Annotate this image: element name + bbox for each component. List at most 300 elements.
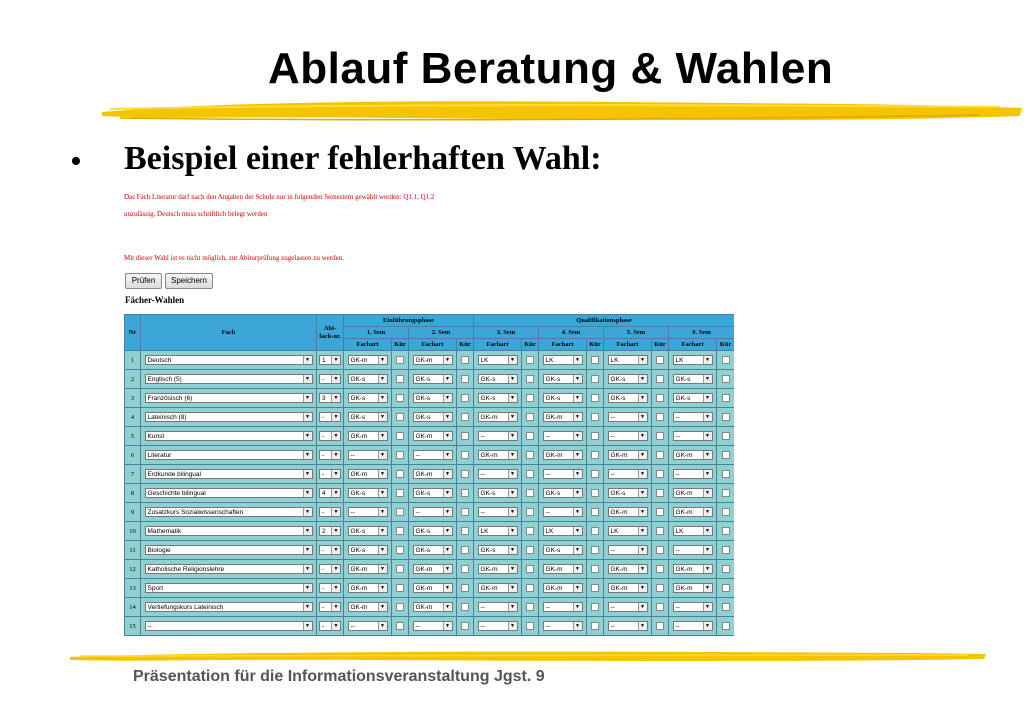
kuer-checkbox[interactable]	[591, 375, 599, 383]
subject-select-value: Katholische Religionslehre	[147, 566, 225, 573]
kuer-checkbox[interactable]	[656, 489, 664, 497]
fachart-select[interactable]	[478, 412, 518, 422]
fachart-select[interactable]	[543, 450, 583, 460]
kuer-checkbox[interactable]	[461, 603, 469, 611]
abifach-select-value: -	[322, 547, 325, 554]
abifach-select[interactable]	[319, 545, 341, 555]
abifach-select[interactable]	[319, 374, 341, 384]
kuer-checkbox[interactable]	[656, 508, 664, 516]
fachart-select[interactable]	[608, 564, 648, 574]
kuer-checkbox[interactable]	[396, 394, 404, 402]
fachart-select[interactable]	[478, 583, 518, 593]
abifach-select[interactable]	[319, 393, 341, 403]
abifach-cell	[317, 408, 344, 427]
fachart-select[interactable]	[348, 507, 388, 517]
kuer-checkbox[interactable]	[396, 584, 404, 592]
fachart-select[interactable]	[673, 488, 713, 498]
fachart-select-value: GK-s	[350, 547, 366, 554]
subject-select[interactable]	[145, 507, 313, 517]
subject-select[interactable]	[145, 564, 313, 574]
kuer-checkbox[interactable]	[526, 489, 534, 497]
fachart-select-value: --	[610, 604, 615, 611]
table-row	[125, 408, 735, 427]
fachart-cell	[604, 484, 652, 503]
fachart-select[interactable]	[478, 545, 518, 555]
header-fach: Fach	[141, 315, 317, 351]
kuer-cell	[652, 465, 669, 484]
chevron-down-icon: ▼	[703, 622, 712, 630]
fachart-select-value: --	[675, 547, 680, 554]
abifach-select[interactable]	[319, 526, 341, 536]
kuer-checkbox[interactable]	[722, 470, 730, 478]
chevron-down-icon: ▼	[443, 489, 452, 497]
fachart-select[interactable]	[413, 621, 453, 631]
fachart-cell	[474, 522, 522, 541]
kuer-checkbox[interactable]	[722, 489, 730, 497]
kuer-checkbox[interactable]	[396, 546, 404, 554]
fachart-select[interactable]	[348, 488, 388, 498]
kuer-checkbox[interactable]	[396, 527, 404, 535]
subject-select[interactable]	[145, 526, 313, 536]
kuer-checkbox[interactable]	[526, 356, 534, 364]
fachart-select[interactable]	[543, 393, 583, 403]
fachart-select[interactable]	[608, 507, 648, 517]
fachart-select[interactable]	[413, 583, 453, 593]
fachart-select[interactable]	[348, 393, 388, 403]
kuer-checkbox[interactable]	[396, 603, 404, 611]
kuer-checkbox[interactable]	[591, 546, 599, 554]
abifach-select[interactable]	[319, 412, 341, 422]
kuer-checkbox[interactable]	[461, 451, 469, 459]
fachart-select-value: LK	[675, 357, 684, 364]
fachart-select[interactable]	[673, 450, 713, 460]
abifach-select[interactable]	[319, 469, 341, 479]
kuer-cell	[457, 503, 474, 522]
abifach-select[interactable]	[319, 355, 341, 365]
fachart-select[interactable]	[608, 431, 648, 441]
kuer-checkbox[interactable]	[722, 451, 730, 459]
fachart-select[interactable]	[478, 431, 518, 441]
fachart-cell	[604, 560, 652, 579]
fachart-select[interactable]	[608, 583, 648, 593]
abifach-select[interactable]	[319, 564, 341, 574]
fachart-select[interactable]	[673, 545, 713, 555]
abifach-select[interactable]	[319, 507, 341, 517]
fachart-select[interactable]	[348, 469, 388, 479]
chevron-down-icon: ▼	[573, 603, 582, 611]
chevron-down-icon: ▼	[443, 394, 452, 402]
kuer-checkbox[interactable]	[591, 432, 599, 440]
fachart-select[interactable]	[413, 602, 453, 612]
chevron-down-icon: ▼	[508, 375, 517, 383]
kuer-checkbox[interactable]	[526, 527, 534, 535]
kuer-checkbox[interactable]	[461, 413, 469, 421]
kuer-checkbox[interactable]	[591, 413, 599, 421]
fachart-select[interactable]	[478, 355, 518, 365]
fachart-select[interactable]	[348, 355, 388, 365]
fachart-select-value: --	[480, 604, 485, 611]
subject-select[interactable]	[145, 374, 313, 384]
kuer-checkbox[interactable]	[656, 470, 664, 478]
fachart-cell	[344, 446, 392, 465]
row-number: 1	[125, 351, 141, 370]
subject-select[interactable]	[145, 583, 313, 593]
kuer-cell	[587, 370, 604, 389]
subject-cell	[141, 427, 317, 446]
chevron-down-icon: ▼	[638, 622, 647, 630]
kuer-checkbox[interactable]	[722, 356, 730, 364]
kuer-checkbox[interactable]	[722, 546, 730, 554]
fachart-select[interactable]	[608, 374, 648, 384]
fachart-select[interactable]	[478, 526, 518, 536]
kuer-checkbox[interactable]	[722, 622, 730, 630]
fachart-cell	[409, 446, 457, 465]
kuer-checkbox[interactable]	[461, 622, 469, 630]
kuer-cell	[652, 579, 669, 598]
fachart-cell	[474, 427, 522, 446]
chevron-down-icon: ▼	[573, 489, 582, 497]
kuer-checkbox[interactable]	[656, 565, 664, 573]
chevron-down-icon: ▼	[508, 622, 517, 630]
fachart-select[interactable]	[543, 545, 583, 555]
subject-select[interactable]	[145, 393, 313, 403]
fachart-select[interactable]	[413, 507, 453, 517]
fachart-select[interactable]	[608, 488, 648, 498]
subject-select[interactable]	[145, 469, 313, 479]
fachart-select[interactable]	[478, 621, 518, 631]
kuer-checkbox[interactable]	[526, 584, 534, 592]
fachart-select-value: --	[675, 604, 680, 611]
kuer-checkbox[interactable]	[656, 603, 664, 611]
kuer-checkbox[interactable]	[526, 394, 534, 402]
table-row	[125, 598, 735, 617]
kuer-checkbox[interactable]	[656, 622, 664, 630]
fachart-select[interactable]	[413, 545, 453, 555]
fachart-select[interactable]	[348, 374, 388, 384]
kuer-checkbox[interactable]	[722, 584, 730, 592]
kuer-checkbox[interactable]	[461, 356, 469, 364]
fachart-select[interactable]	[348, 621, 388, 631]
fachart-select[interactable]	[673, 526, 713, 536]
fachart-select[interactable]	[543, 412, 583, 422]
kuer-checkbox[interactable]	[461, 527, 469, 535]
fachart-select[interactable]	[348, 583, 388, 593]
abifach-select[interactable]	[319, 602, 341, 612]
kuer-checkbox[interactable]	[591, 565, 599, 573]
kuer-checkbox[interactable]	[526, 546, 534, 554]
chevron-down-icon: ▼	[703, 470, 712, 478]
chevron-down-icon: ▼	[331, 546, 340, 554]
fachart-select[interactable]	[413, 355, 453, 365]
fachart-select[interactable]	[673, 355, 713, 365]
fachart-select-value: GK-m	[610, 509, 628, 516]
table-row	[125, 446, 735, 465]
fachart-select[interactable]	[543, 355, 583, 365]
kuer-cell	[457, 617, 474, 636]
kuer-checkbox[interactable]	[722, 413, 730, 421]
fachart-select[interactable]	[478, 602, 518, 612]
subject-select[interactable]	[145, 488, 313, 498]
fachart-select[interactable]	[413, 564, 453, 574]
fachart-cell	[539, 427, 587, 446]
fachart-select[interactable]	[348, 545, 388, 555]
kuer-cell	[392, 522, 409, 541]
kuer-checkbox[interactable]	[656, 413, 664, 421]
kuer-checkbox[interactable]	[526, 432, 534, 440]
fachart-select[interactable]	[673, 564, 713, 574]
fachart-select-value: GK-s	[545, 376, 561, 383]
kuer-checkbox[interactable]	[461, 489, 469, 497]
kuer-cell	[717, 503, 734, 522]
fachart-select[interactable]	[478, 469, 518, 479]
fachart-select[interactable]	[478, 564, 518, 574]
chevron-down-icon: ▼	[703, 508, 712, 516]
chevron-down-icon: ▼	[638, 432, 647, 440]
kuer-checkbox[interactable]	[461, 432, 469, 440]
fachart-cell	[539, 560, 587, 579]
save-button[interactable]: Speichern	[165, 273, 213, 289]
fachart-select[interactable]	[673, 507, 713, 517]
kuer-cell	[587, 351, 604, 370]
kuer-checkbox[interactable]	[461, 394, 469, 402]
kuer-checkbox[interactable]	[591, 603, 599, 611]
chevron-down-icon: ▼	[638, 375, 647, 383]
fachart-select[interactable]	[608, 545, 648, 555]
fachart-select[interactable]	[673, 621, 713, 631]
header-semester-4: 4. Sem	[539, 327, 604, 339]
fachart-select[interactable]	[673, 412, 713, 422]
kuer-checkbox[interactable]	[526, 375, 534, 383]
fachart-select-value: GK-m	[415, 357, 433, 364]
kuer-checkbox[interactable]	[526, 508, 534, 516]
chevron-down-icon: ▼	[331, 489, 340, 497]
fachart-select-value: GK-m	[415, 433, 433, 440]
kuer-checkbox[interactable]	[461, 375, 469, 383]
fachart-cell	[669, 427, 717, 446]
fachart-select[interactable]	[413, 393, 453, 403]
fachart-select[interactable]	[478, 374, 518, 384]
kuer-checkbox[interactable]	[722, 527, 730, 535]
kuer-checkbox[interactable]	[591, 489, 599, 497]
fachart-select[interactable]	[608, 621, 648, 631]
kuer-checkbox[interactable]	[722, 508, 730, 516]
kuer-checkbox[interactable]	[396, 508, 404, 516]
subject-select[interactable]	[145, 545, 313, 555]
fachart-select[interactable]	[673, 602, 713, 612]
kuer-checkbox[interactable]	[591, 584, 599, 592]
kuer-checkbox[interactable]	[396, 432, 404, 440]
fachart-select[interactable]	[543, 374, 583, 384]
row-number: 14	[125, 598, 141, 617]
kuer-checkbox[interactable]	[396, 622, 404, 630]
abifach-select[interactable]	[319, 431, 341, 441]
kuer-checkbox[interactable]	[656, 394, 664, 402]
check-button[interactable]: Prüfen	[125, 273, 162, 289]
abifach-select[interactable]	[319, 488, 341, 498]
kuer-checkbox[interactable]	[396, 413, 404, 421]
fachart-select[interactable]	[673, 583, 713, 593]
fachart-cell	[539, 351, 587, 370]
abifach-select-value: -	[322, 414, 325, 421]
kuer-checkbox[interactable]	[591, 356, 599, 364]
abifach-select-value: -	[322, 433, 325, 440]
fachart-select[interactable]	[608, 393, 648, 403]
kuer-checkbox[interactable]	[591, 527, 599, 535]
subject-select[interactable]	[145, 602, 313, 612]
fachart-select-value: GK-m	[545, 566, 563, 573]
row-number: 13	[125, 579, 141, 598]
kuer-checkbox[interactable]	[591, 470, 599, 478]
fachart-select[interactable]	[543, 602, 583, 612]
fachart-select-value: LK	[545, 528, 554, 535]
fachart-select-value: GK-s	[675, 376, 691, 383]
chevron-down-icon: ▼	[638, 489, 647, 497]
kuer-checkbox[interactable]	[656, 375, 664, 383]
fachart-select[interactable]	[673, 469, 713, 479]
kuer-checkbox[interactable]	[722, 603, 730, 611]
fachart-cell	[539, 579, 587, 598]
kuer-checkbox[interactable]	[656, 584, 664, 592]
fachart-select[interactable]	[348, 526, 388, 536]
fachart-select[interactable]	[348, 450, 388, 460]
abifach-cell	[317, 503, 344, 522]
kuer-checkbox[interactable]	[722, 375, 730, 383]
kuer-checkbox[interactable]	[722, 432, 730, 440]
kuer-checkbox[interactable]	[591, 394, 599, 402]
kuer-checkbox[interactable]	[526, 451, 534, 459]
fachart-select[interactable]	[413, 374, 453, 384]
fachart-select[interactable]	[608, 412, 648, 422]
subject-select-value: Deutsch	[147, 357, 172, 364]
abifach-cell	[317, 370, 344, 389]
row-number: 8	[125, 484, 141, 503]
abifach-select[interactable]	[319, 621, 341, 631]
chevron-down-icon: ▼	[703, 432, 712, 440]
fachart-select[interactable]	[608, 526, 648, 536]
fachart-cell	[604, 465, 652, 484]
fachart-select[interactable]	[543, 583, 583, 593]
fachart-cell	[344, 370, 392, 389]
subject-select[interactable]	[145, 355, 313, 365]
fachart-select[interactable]	[543, 564, 583, 574]
fachart-cell	[604, 522, 652, 541]
kuer-checkbox[interactable]	[396, 565, 404, 573]
fachart-select[interactable]	[608, 602, 648, 612]
table-row	[125, 427, 735, 446]
kuer-checkbox[interactable]	[461, 508, 469, 516]
fachart-select[interactable]	[543, 621, 583, 631]
fachart-select[interactable]	[543, 526, 583, 536]
fachart-select[interactable]	[413, 488, 453, 498]
kuer-checkbox[interactable]	[656, 432, 664, 440]
chevron-down-icon: ▼	[573, 394, 582, 402]
abifach-select[interactable]	[319, 450, 341, 460]
kuer-checkbox[interactable]	[526, 470, 534, 478]
fachart-select[interactable]	[543, 469, 583, 479]
fachart-select[interactable]	[478, 507, 518, 517]
kuer-checkbox[interactable]	[526, 603, 534, 611]
kuer-checkbox[interactable]	[656, 546, 664, 554]
kuer-checkbox[interactable]	[396, 470, 404, 478]
kuer-checkbox[interactable]	[591, 451, 599, 459]
kuer-checkbox[interactable]	[396, 489, 404, 497]
subject-select[interactable]	[145, 412, 313, 422]
kuer-checkbox[interactable]	[396, 375, 404, 383]
abifach-select[interactable]	[319, 583, 341, 593]
fachart-select[interactable]	[673, 431, 713, 441]
subject-select[interactable]	[145, 621, 313, 631]
kuer-checkbox[interactable]	[461, 546, 469, 554]
subject-select[interactable]	[145, 450, 313, 460]
kuer-checkbox[interactable]	[722, 394, 730, 402]
fachart-select[interactable]	[543, 507, 583, 517]
chevron-down-icon: ▼	[303, 527, 312, 535]
fachart-cell	[474, 446, 522, 465]
fachart-select[interactable]	[478, 393, 518, 403]
chevron-down-icon: ▼	[638, 584, 647, 592]
fachart-select[interactable]	[478, 450, 518, 460]
fachart-select[interactable]	[413, 431, 453, 441]
kuer-checkbox[interactable]	[396, 356, 404, 364]
kuer-checkbox[interactable]	[722, 565, 730, 573]
kuer-checkbox[interactable]	[656, 451, 664, 459]
kuer-checkbox[interactable]	[656, 356, 664, 364]
fachart-cell	[344, 503, 392, 522]
kuer-cell	[652, 370, 669, 389]
fachart-cell	[669, 598, 717, 617]
kuer-checkbox[interactable]	[461, 565, 469, 573]
fachart-select[interactable]	[413, 526, 453, 536]
fachart-select-value: GK-s	[415, 376, 431, 383]
fachart-select[interactable]	[543, 431, 583, 441]
fachart-select[interactable]	[608, 355, 648, 365]
fachart-select[interactable]	[413, 469, 453, 479]
fachart-select-value: GK-m	[415, 471, 433, 478]
subject-choice-table-container	[124, 314, 734, 646]
kuer-checkbox[interactable]	[461, 584, 469, 592]
fachart-select-value: GK-s	[545, 490, 561, 497]
kuer-checkbox[interactable]	[396, 451, 404, 459]
kuer-cell	[392, 598, 409, 617]
kuer-checkbox[interactable]	[526, 622, 534, 630]
fachart-select[interactable]	[348, 564, 388, 574]
fachart-select[interactable]	[348, 412, 388, 422]
fachart-select[interactable]	[608, 450, 648, 460]
kuer-checkbox[interactable]	[461, 470, 469, 478]
fachart-select[interactable]	[348, 431, 388, 441]
kuer-checkbox[interactable]	[656, 527, 664, 535]
kuer-cell	[652, 541, 669, 560]
kuer-checkbox[interactable]	[526, 413, 534, 421]
subject-select[interactable]	[145, 431, 313, 441]
footer-brush	[68, 648, 988, 664]
fachart-select[interactable]	[413, 450, 453, 460]
fachart-select[interactable]	[543, 488, 583, 498]
kuer-checkbox[interactable]	[591, 622, 599, 630]
fachart-select[interactable]	[413, 412, 453, 422]
kuer-checkbox[interactable]	[591, 508, 599, 516]
kuer-checkbox[interactable]	[526, 565, 534, 573]
kuer-cell	[587, 427, 604, 446]
fachart-select[interactable]	[348, 602, 388, 612]
fachart-select[interactable]	[673, 374, 713, 384]
kuer-cell	[522, 427, 539, 446]
fachart-select[interactable]	[673, 393, 713, 403]
fachart-select[interactable]	[478, 488, 518, 498]
fachart-cell	[409, 579, 457, 598]
fachart-select[interactable]	[608, 469, 648, 479]
kuer-cell	[522, 503, 539, 522]
